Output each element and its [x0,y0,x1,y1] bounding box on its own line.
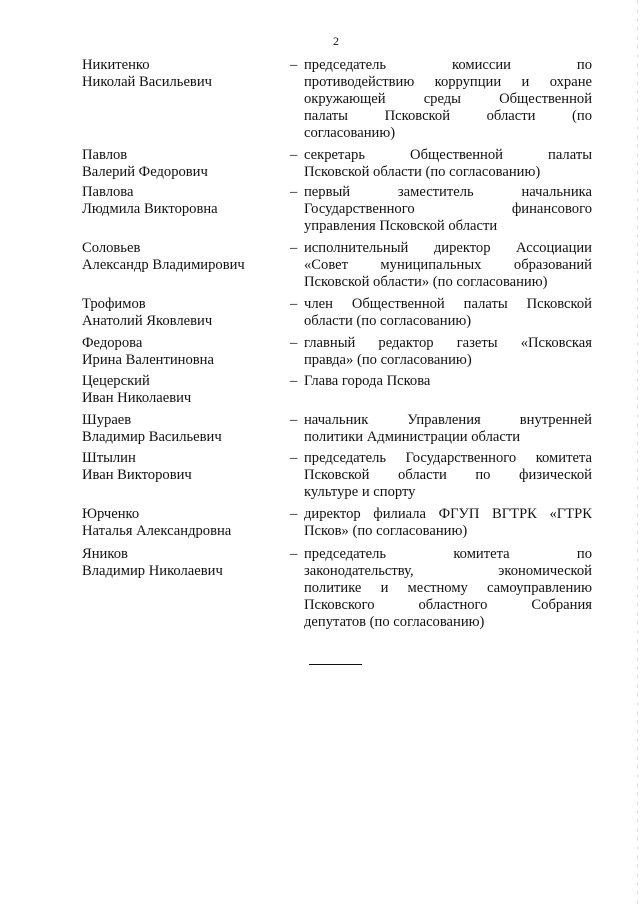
role-line: противодействию коррупции и охране [304,74,592,90]
role-dash: – [290,546,298,562]
member-name [82,240,282,274]
role-line: правда» (по согласованию) [304,352,472,368]
member-role [304,296,592,330]
role-line: член Общественной палаты Псковской [304,296,592,312]
role-line: начальник Управления внутренней [304,412,592,428]
role-line: первый заместитель начальника [304,184,592,200]
role-dash: – [290,296,298,312]
role-dash: – [290,184,298,200]
role-line: председатель комитета по [304,546,592,562]
role-dash: – [290,506,298,522]
member-surname: Яников [82,546,128,562]
member-surname: Соловьев [82,240,141,256]
member-surname: Никитенко [82,57,150,73]
role-line: Псковской области по физической [304,467,592,483]
member-given-names: Наталья Александровна [82,523,232,539]
role-line: согласованию) [304,125,396,141]
page-number: 2 [333,34,339,48]
member-role [304,373,592,390]
member-surname: Цецерский [82,373,150,389]
member-name [82,57,282,91]
role-line: председатель Государственного комитета [304,450,592,466]
member-name [82,412,282,446]
role-line: главный редактор газеты «Псковская [304,335,592,351]
member-name [82,335,282,369]
member-surname: Штылин [82,450,136,466]
role-line: Псковского областного Собрания [304,597,592,613]
member-surname: Федорова [82,335,143,351]
role-dash: – [290,373,298,389]
member-surname: Юрченко [82,506,140,522]
role-line: политики Администрации области [304,429,521,445]
member-surname: Трофимов [82,296,146,312]
member-given-names: Александр Владимирович [82,257,245,273]
role-line: области (по согласованию) [304,313,472,329]
member-given-names: Людмила Викторовна [82,201,218,217]
member-role [304,335,592,369]
role-line: секретарь Общественной палаты [304,147,592,163]
member-name [82,546,282,580]
role-line: палаты Псковской области (по [304,108,592,124]
role-line: председатель комиссии по [304,57,592,73]
role-dash: – [290,335,298,351]
member-given-names: Анатолий Яковлевич [82,313,213,329]
end-rule [309,664,362,665]
role-line: Псковской области» (по согласованию) [304,274,548,290]
member-name [82,450,282,484]
member-name [82,506,282,540]
member-name [82,296,282,330]
scan-edge-mark [637,0,638,905]
member-name [82,184,282,218]
role-dash: – [290,147,298,163]
member-given-names: Владимир Васильевич [82,429,222,445]
member-name [82,147,282,181]
member-surname: Павлова [82,184,134,200]
member-role [304,57,592,142]
role-line: окружающей среды Общественной [304,91,592,107]
member-role [304,184,592,235]
member-role [304,412,592,446]
role-line: культуре и спорту [304,484,416,500]
member-role [304,450,592,501]
member-given-names: Иван Викторович [82,467,192,483]
role-line: Глава города Пскова [304,373,431,389]
role-line: директор филиала ФГУП ВГТРК «ГТРК [304,506,592,522]
role-line: управления Псковской области [304,218,498,234]
member-given-names: Николай Васильевич [82,74,212,90]
role-line: Псков» (по согласованию) [304,523,468,539]
member-role [304,147,592,181]
role-line: «Совет муниципальных образований [304,257,592,273]
member-given-names: Иван Николаевич [82,390,192,406]
member-surname: Павлов [82,147,128,163]
role-dash: – [290,57,298,73]
role-line: законодательству, экономической [304,563,592,579]
role-line: Псковской области (по согласованию) [304,164,541,180]
role-dash: – [290,240,298,256]
member-given-names: Владимир Николаевич [82,563,223,579]
role-dash: – [290,412,298,428]
member-given-names: Валерий Федорович [82,164,208,180]
member-role [304,240,592,291]
member-role [304,506,592,540]
member-name [82,373,282,407]
role-line: политике и местному самоуправлению [304,580,592,596]
role-dash: – [290,450,298,466]
member-surname: Шураев [82,412,132,428]
role-line: депутатов (по согласованию) [304,614,485,630]
member-role [304,546,592,631]
member-given-names: Ирина Валентиновна [82,352,214,368]
role-line: Государственного финансового [304,201,592,217]
role-line: исполнительный директор Ассоциации [304,240,592,256]
